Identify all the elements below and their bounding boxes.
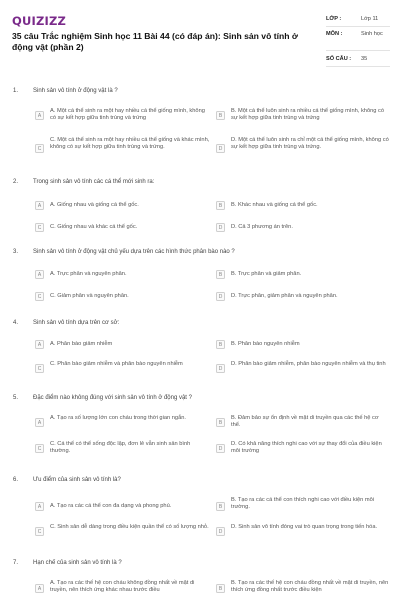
option-text: B. Khác nhau và giống cá thể gốc. xyxy=(231,202,318,208)
question-number: 2. xyxy=(13,179,19,185)
option-key: D xyxy=(216,527,225,536)
option-text: A. Một cá thể sinh ra một hay nhiều cá thể giống mình, không có sự kết hợp giữa tinh trùng và trứng xyxy=(50,108,205,122)
option-key: A xyxy=(35,270,44,279)
question-number: 7. xyxy=(13,560,19,566)
option-text: D. Phân bào giảm nhiễm, phân bào nguyên nhiễm và thụ tinh xyxy=(231,361,386,367)
option-key: C xyxy=(35,364,44,373)
question-number: 6. xyxy=(13,477,19,483)
option-key: D xyxy=(216,292,225,301)
option-text: C. Phân bào giảm nhiễm và phân bào nguyên nhiễm xyxy=(50,361,183,367)
question-text: Sinh sản vô tính ở động vật là ? xyxy=(33,88,118,94)
option-key: D xyxy=(216,144,225,153)
document-title: 35 câu Trắc nghiệm Sinh học 11 Bài 44 (có đáp án): Sinh sản vô tính ở động vật (phần 2) xyxy=(12,31,298,52)
option-text: D. Một cá thể luôn sinh ra chỉ một cá thể giống mình, không có sự kết hợp giữa tinh trùng và trứng. xyxy=(231,137,389,151)
option-text: B. Phân bào nguyên nhiễm xyxy=(231,341,300,347)
subject-value: Sinh học xyxy=(361,31,383,37)
option-text: D. Có khả năng thích nghi cao với sự thay đổi của điều kiện môi trường xyxy=(231,441,382,455)
option-text: C. Giống nhau và khác cá thể gốc. xyxy=(50,224,138,230)
option-key: D xyxy=(216,364,225,373)
option-key: C xyxy=(35,527,44,536)
question-number: 3. xyxy=(13,249,19,255)
option-text: B. Trực phân và giảm phân. xyxy=(231,271,302,277)
option-key: B xyxy=(216,270,225,279)
option-text: B. Đảm bảo sự ổn định về mặt di truyền qua các thế hệ cơ thể. xyxy=(231,415,379,429)
option-key: C xyxy=(35,223,44,232)
option-key: C xyxy=(35,444,44,453)
option-text: A. Tạo ra số lượng lớn con cháu trong thời gian ngắn. xyxy=(50,415,186,421)
option-key: A xyxy=(35,418,44,427)
option-text: B. Tạo ra các thế hệ con cháu đồng nhất về mặt di truyền, nên thích ứng đồng nhất trước điều kiện xyxy=(231,580,389,594)
option-text: C. Cá thể có thể sống độc lập, đơn lẻ vẫn sinh sản bình thường. xyxy=(50,441,191,455)
worksheet-header xyxy=(0,0,400,78)
question-text: Hạn chế của sinh sản vô tính là ? xyxy=(33,560,122,566)
option-text: A. Tạo ra các thế hệ con cháu không đồng nhất về mặt di truyền, nên thích ứng khác nhau trước điều xyxy=(50,580,195,594)
option-text: B. Một cá thể luôn sinh ra nhiều cá thể giống mình, không có sự kết hợp giữa tinh trùng và trứng xyxy=(231,108,385,122)
question-number: 4. xyxy=(13,320,19,326)
option-text: A. Phân bào giảm nhiễm xyxy=(50,341,113,347)
divider xyxy=(326,50,390,51)
question-text: Sinh sản vô tính dựa trên cơ sở: xyxy=(33,320,120,326)
option-key: B xyxy=(216,201,225,210)
option-key: D xyxy=(216,223,225,232)
option-key: A xyxy=(35,111,44,120)
option-key: A xyxy=(35,201,44,210)
class-value: Lớp 11 xyxy=(361,16,379,22)
option-key: B xyxy=(216,111,225,120)
question-number: 1. xyxy=(13,88,19,94)
divider xyxy=(326,26,390,27)
option-key: C xyxy=(35,292,44,301)
option-key: A xyxy=(35,502,44,511)
subject-label: MÔN : xyxy=(326,31,343,37)
question-text: Trong sinh sản vô tính các cá thể mới sinh ra: xyxy=(33,179,155,185)
option-text: D. Cả 3 phương án trên. xyxy=(231,224,293,230)
option-key: B xyxy=(216,340,225,349)
option-text: D. Sinh sản vô tính đóng vai trò quan trọng trong tiến hóa. xyxy=(231,524,378,530)
option-key: B xyxy=(216,502,225,511)
count-value: 35 xyxy=(361,56,368,62)
option-text: A. Giống nhau và giống cá thể gốc. xyxy=(50,202,139,208)
class-label: LỚP : xyxy=(326,16,342,22)
option-key: D xyxy=(216,444,225,453)
option-key: A xyxy=(35,584,44,593)
option-key: B xyxy=(216,584,225,593)
question-text: Sinh sản vô tính ở động vật chủ yếu dựa trên các hình thức phân bào nào ? xyxy=(33,249,235,255)
option-text: C. Một cá thể sinh ra một hay nhiều cá thể giống và khác mình, không có sự kết hợp giữa tinh trùng và trứng. xyxy=(50,137,210,151)
option-key: B xyxy=(216,418,225,427)
option-text: C. Giảm phân và nguyên phân. xyxy=(50,293,129,299)
question-number: 5. xyxy=(13,395,19,401)
option-text: B. Tạo ra các cá thể con thích nghi cao với điều kiện môi trường. xyxy=(231,497,375,511)
option-key: C xyxy=(35,144,44,153)
option-text: A. Tạo ra các cá thể con đa dạng và phong phú. xyxy=(50,503,172,509)
option-text: A. Trực phân và nguyên phân. xyxy=(50,271,127,277)
question-text: Ưu điểm của sinh sản vô tính là? xyxy=(33,477,121,483)
option-text: C. Sinh sản dễ dàng trong điều kiện quần thể có số lượng nhỏ. xyxy=(50,524,209,530)
divider xyxy=(326,66,390,67)
option-key: A xyxy=(35,340,44,349)
question-text: Đặc điểm nào không đúng với sinh sản vô tính ở động vật ? xyxy=(33,395,192,401)
count-label: SỐ CÂU : xyxy=(326,56,352,62)
option-text: D. Trực phân, giảm phân và nguyên phân. xyxy=(231,293,338,299)
quizizz-logo: QUIZIZZ xyxy=(12,14,67,28)
